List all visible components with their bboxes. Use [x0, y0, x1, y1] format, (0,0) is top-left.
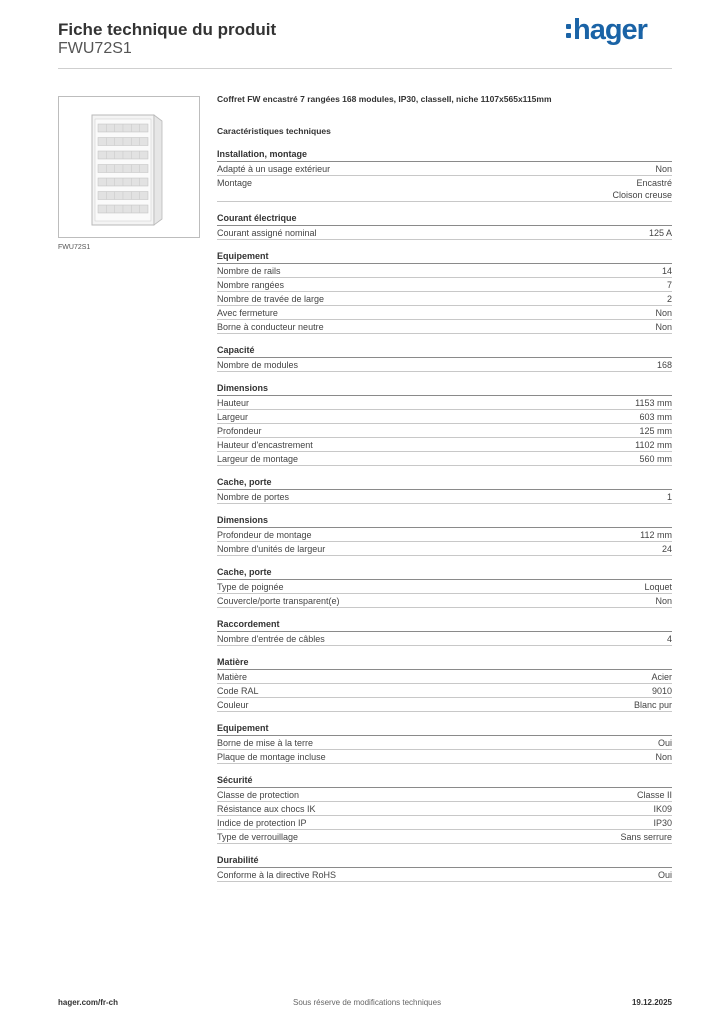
spec-label: Type de verrouillage: [217, 832, 299, 842]
spec-row: [217, 176, 672, 202]
logo-text: hager: [573, 14, 647, 46]
spec-label: Nombre de rails: [217, 266, 281, 276]
spec-value: [639, 411, 672, 423]
spec-label: Code RAL: [217, 686, 259, 696]
header-divider: [58, 68, 672, 69]
spec-label: Nombre de portes: [217, 492, 290, 502]
section-title: Dimensions: [217, 514, 672, 528]
spec-row: [217, 750, 672, 764]
spec-label: Nombre d'unités de largeur: [217, 544, 326, 554]
spec-row: [217, 452, 672, 466]
spec-value-line: Oui: [657, 738, 672, 748]
spec-value-line: Non: [655, 596, 672, 606]
spec-row: [217, 490, 672, 504]
spec-section: [217, 148, 672, 202]
section-title: Courant électrique: [217, 212, 672, 226]
spec-value: [655, 321, 672, 333]
spec-label: Avec fermeture: [217, 308, 278, 318]
spec-value-line: Non: [655, 752, 672, 762]
spec-value: [667, 293, 672, 305]
spec-label: Type de poignée: [217, 582, 284, 592]
spec-value-line: Encastré: [636, 178, 672, 188]
spec-value: [658, 869, 672, 881]
spec-value: [651, 671, 672, 683]
page-title: Fiche technique du produit: [58, 20, 277, 39]
spec-value-line: Acier: [651, 672, 672, 682]
spec-row: [217, 396, 672, 410]
spec-value: [639, 425, 672, 437]
section-title: Cache, porte: [217, 566, 672, 580]
spec-value-line: 112 mm: [640, 530, 672, 540]
section-title: Equipement: [217, 722, 672, 736]
spec-value-line: 603 mm: [639, 412, 672, 422]
product-code: FWU72S1: [58, 40, 132, 57]
spec-row: [217, 542, 672, 556]
spec-label: Courant assigné nominal: [217, 228, 317, 238]
spec-value: [655, 595, 672, 607]
spec-value: [667, 633, 672, 645]
spec-label: Hauteur d'encastrement: [217, 440, 313, 450]
spec-value: [640, 529, 672, 541]
spec-value: [655, 163, 672, 175]
section-title: Equipement: [217, 250, 672, 264]
spec-value-line: Classe II: [636, 790, 672, 800]
spec-row: [217, 438, 672, 452]
spec-row: [217, 632, 672, 646]
footer-website: hager.com/fr-ch: [58, 998, 119, 1007]
spec-row: [217, 788, 672, 802]
spec-value-line: 125 mm: [639, 426, 672, 436]
spec-value: [639, 453, 672, 465]
spec-value-line: Non: [655, 164, 672, 174]
spec-label: Montage: [217, 178, 253, 188]
spec-row: [217, 278, 672, 292]
spec-value-line: IK09: [653, 804, 672, 814]
characteristics-title: Caractéristiques techniques: [217, 126, 331, 136]
spec-label: Couvercle/porte transparent(e): [217, 596, 340, 606]
spec-row: [217, 670, 672, 684]
spec-label: Profondeur: [217, 426, 262, 436]
spec-value-line: Non: [655, 308, 672, 318]
spec-row: [217, 162, 672, 176]
spec-row: [217, 320, 672, 334]
spec-label: Borne à conducteur neutre: [217, 322, 324, 332]
spec-row: [217, 830, 672, 844]
spec-value: [652, 685, 672, 697]
spec-value: [644, 581, 672, 593]
spec-value-line: 125 A: [648, 228, 672, 238]
spec-row: [217, 816, 672, 830]
hager-logo: [566, 14, 647, 47]
spec-label: Couleur: [217, 700, 249, 710]
spec-value-line: Loquet: [644, 582, 672, 592]
spec-label: Largeur de montage: [217, 454, 299, 464]
spec-value-line: 9010: [651, 686, 672, 696]
spec-label: Nombre de modules: [217, 360, 299, 370]
spec-row: [217, 580, 672, 594]
spec-value: [635, 439, 672, 451]
footer-disclaimer: Sous réserve de modifications techniques: [293, 998, 442, 1007]
spec-value: [655, 307, 672, 319]
spec-value-line: 1102 mm: [635, 440, 672, 450]
spec-section: [217, 344, 672, 372]
footer-date: 19.12.2025: [631, 998, 672, 1007]
spec-section: [217, 656, 672, 712]
main-content: [217, 94, 672, 892]
spec-label: Nombre de travée de large: [217, 294, 325, 304]
spec-value: [653, 817, 672, 829]
spec-value: [612, 177, 672, 201]
spec-value-line: Non: [655, 322, 672, 332]
spec-section: [217, 212, 672, 240]
spec-value: [658, 737, 672, 749]
spec-label: Classe de protection: [217, 790, 300, 800]
spec-label: Nombre d'entrée de câbles: [217, 634, 325, 644]
spec-section: [217, 854, 672, 882]
spec-label: Profondeur de montage: [217, 530, 312, 540]
spec-section: [217, 476, 672, 504]
image-caption: FWU72S1: [58, 244, 91, 251]
spec-value: [662, 265, 672, 277]
spec-value: [667, 279, 672, 291]
spec-value-line: Sans serrure: [620, 832, 672, 842]
spec-value-line: Oui: [657, 870, 672, 880]
spec-value: [655, 751, 672, 763]
spec-value-line: 2: [666, 294, 672, 304]
spec-section: [217, 514, 672, 556]
spec-label: Borne de mise à la terre: [217, 738, 314, 748]
section-title: Raccordement: [217, 618, 672, 632]
section-title: Cache, porte: [217, 476, 672, 490]
spec-label: Largeur: [217, 412, 249, 422]
spec-value: [653, 803, 672, 815]
spec-value-line: 14: [661, 266, 672, 276]
spec-value-line: 1: [666, 492, 672, 502]
spec-value-line: Cloison creuse: [612, 190, 672, 200]
section-title: Installation, montage: [217, 148, 672, 162]
spec-label: Hauteur: [217, 398, 250, 408]
spec-section: [217, 618, 672, 646]
spec-label: Adapté à un usage extérieur: [217, 164, 331, 174]
spec-row: [217, 358, 672, 372]
spec-section: [217, 566, 672, 608]
spec-row: [217, 528, 672, 542]
spec-label: Nombre rangées: [217, 280, 285, 290]
section-title: Capacité: [217, 344, 672, 358]
section-title: Dimensions: [217, 382, 672, 396]
spec-value: [667, 491, 672, 503]
spec-value-line: 4: [666, 634, 672, 644]
spec-row: [217, 684, 672, 698]
spec-value-line: 560 mm: [639, 454, 672, 464]
spec-row: [217, 306, 672, 320]
spec-row: [217, 736, 672, 750]
spec-label: Plaque de montage incluse: [217, 752, 326, 762]
spec-section: [217, 722, 672, 764]
spec-row: [217, 802, 672, 816]
spec-value: [637, 789, 672, 801]
spec-value-line: 7: [666, 280, 672, 290]
spec-value-line: 24: [661, 544, 672, 554]
spec-value-line: 1153 mm: [635, 398, 672, 408]
spec-value: [634, 699, 672, 711]
spec-label: Matière: [217, 672, 248, 682]
product-description: Coffret FW encastré 7 rangées 168 modules, IP30, classeII, niche 1107x565x115mm: [217, 94, 552, 104]
spec-row: [217, 594, 672, 608]
spec-label: Indice de protection IP: [217, 818, 307, 828]
spec-row: [217, 868, 672, 882]
spec-row: [217, 424, 672, 438]
spec-section: [217, 774, 672, 844]
spec-sections: [217, 148, 672, 882]
spec-value: [662, 543, 672, 555]
spec-label: Résistance aux chocs IK: [217, 804, 316, 814]
section-title: Sécurité: [217, 774, 672, 788]
spec-value: [620, 831, 672, 843]
product-image-frame: [58, 96, 200, 238]
spec-section: [217, 250, 672, 334]
logo-dots-icon: [566, 24, 571, 38]
spec-label: Conforme à la directive RoHS: [217, 870, 337, 880]
spec-section: [217, 382, 672, 466]
spec-row: [217, 292, 672, 306]
spec-row: [217, 410, 672, 424]
spec-value-line: IP30: [653, 818, 672, 828]
spec-row: [217, 264, 672, 278]
spec-value: [657, 359, 672, 371]
spec-row: [217, 698, 672, 712]
spec-value: [635, 397, 672, 409]
spec-row: [217, 226, 672, 240]
spec-value: [649, 227, 672, 239]
spec-value-line: 168: [656, 360, 672, 370]
spec-value-line: Blanc pur: [633, 700, 672, 710]
product-image: [59, 97, 199, 237]
section-title: Matière: [217, 656, 672, 670]
section-title: Durabilité: [217, 854, 672, 868]
